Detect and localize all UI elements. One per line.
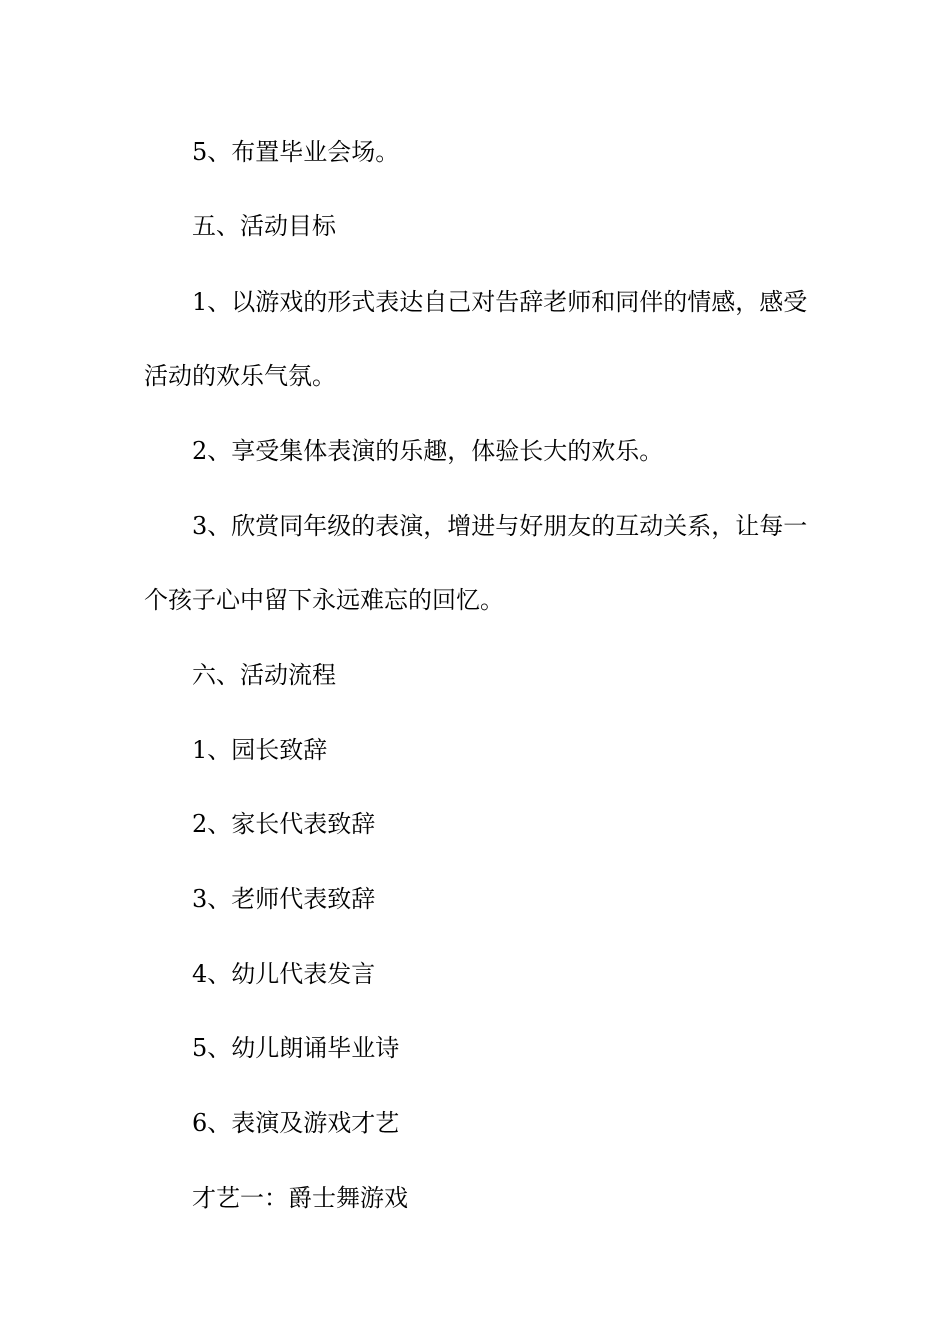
goal-item-1: 1、以游戏的形式表达自己对告辞老师和同伴的情感，感受 [192,288,808,316]
goal-item-3-continuation: 个孩子心中留下永远难忘的回忆。 [144,586,504,614]
goal-item-2: 2、享受集体表演的乐趣，体验长大的欢乐。 [192,437,664,465]
process-item-3: 3、老师代表致辞 [192,885,376,913]
process-item-6: 6、表演及游戏才艺 [192,1109,400,1137]
list-item-setup-venue: 5、布置毕业会场。 [192,138,400,166]
process-item-5: 5、幼儿朗诵毕业诗 [192,1034,400,1062]
process-item-4: 4、幼儿代表发言 [192,960,376,988]
talent-item-1: 才艺一：爵士舞游戏 [192,1184,408,1212]
goal-item-1-continuation: 活动的欢乐气氛。 [144,362,336,390]
process-item-1: 1、园长致辞 [192,736,328,764]
section-heading-goals: 五、活动目标 [192,212,336,240]
section-heading-process: 六、活动流程 [192,661,336,689]
process-item-2: 2、家长代表致辞 [192,810,376,838]
goal-item-3: 3、欣赏同年级的表演，增进与好朋友的互动关系，让每一 [192,512,808,540]
